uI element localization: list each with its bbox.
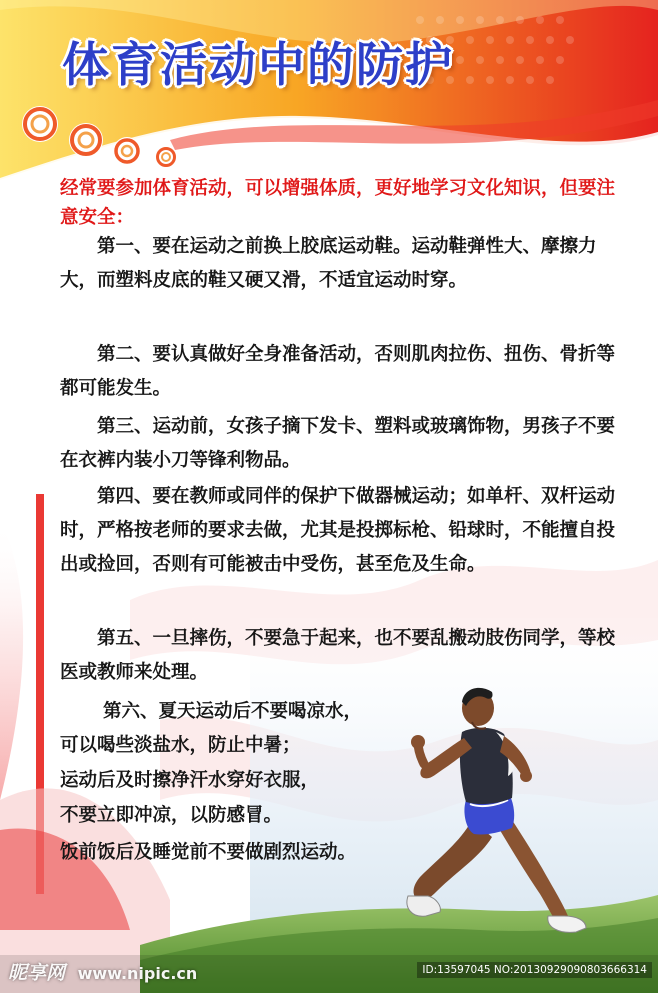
- safety-rule-2: 第二、要认真做好全身准备活动，否则肌肉拉伤、扭伤、骨折等都可能发生。: [60, 344, 616, 399]
- watermark-site-name: 昵享网: [8, 962, 66, 984]
- safety-tip-line: 可以喝些淡盐水，防止中暑；: [60, 735, 301, 756]
- safety-rule-1: 第一、要在运动之前换上胶底运动鞋。运动鞋弹性大、摩擦力大，而塑料皮底的鞋又硬又滑，不适宜运动时穿。: [60, 236, 597, 291]
- watermark-id: ID:13597045 NO:20130929090803666314: [417, 962, 652, 978]
- safety-rule-4: 第四、要在教师或同伴的保护下做器械运动；如单杆、双杆运动时，严格按老师的要求去做，尤其是投掷标枪、铅球时，不能擅自投出或捡回，否则有可能被击中受伤，甚至危及生命。: [60, 486, 616, 575]
- intro-text: 经常要参加体育活动，可以增强体质，更好地学习文化知识，但要注意安全：: [60, 178, 616, 228]
- safety-tip-line: 饭前饭后及睡觉前不要做剧烈运动。: [60, 842, 357, 863]
- watermark-brand: [8, 958, 197, 985]
- safety-rule-3: 第三、运动前，女孩子摘下发卡、塑料或玻璃饰物，男孩子不要在衣裤内装小刀等锋利物品。: [60, 416, 616, 471]
- safety-rule-5: 第五、一旦摔伤，不要急于起来，也不要乱搬动肢伤同学，等校医或教师来处理。: [60, 628, 616, 683]
- safety-tip-line: 不要立即冲凉，以防感冒。: [60, 805, 283, 826]
- safety-tip-line: 第六、夏天运动后不要喝凉水，: [103, 701, 363, 722]
- poster-title: 体育活动中的防护: [62, 38, 454, 93]
- watermark-url: www.nipic.cn: [77, 964, 198, 983]
- safety-tip-line: 运动后及时擦净汗水穿好衣服，: [60, 770, 320, 791]
- runner-illustration: [400, 672, 590, 952]
